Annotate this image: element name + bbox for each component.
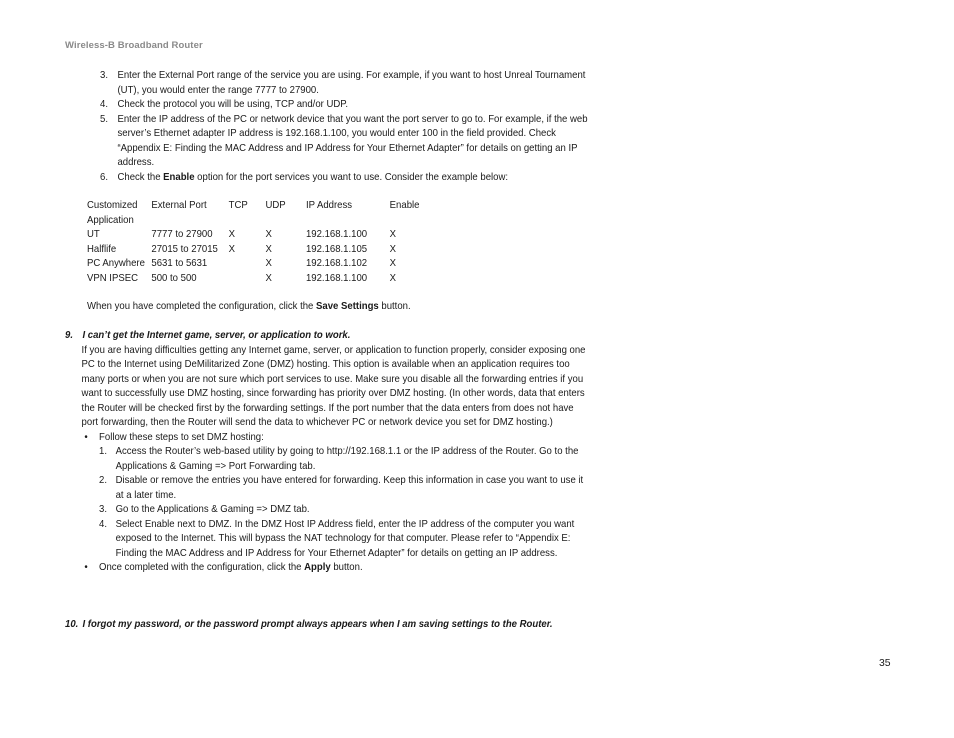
step-number: 6. xyxy=(100,171,108,183)
step-text: Enter the External Port range of the service you are using. For example, if you want to host Unreal Tournament (UT), you would enter the range 7777 to 27900. xyxy=(117,70,586,96)
faq-question xyxy=(65,618,589,633)
column-header: Enable xyxy=(389,200,420,211)
table-cell: 192.168.1.100 xyxy=(305,272,368,284)
table-row xyxy=(87,257,436,272)
column-header: External Port xyxy=(151,200,207,211)
list-item xyxy=(65,431,589,446)
dmz-step-4 xyxy=(65,518,589,562)
step-number: 4. xyxy=(99,518,108,530)
table-cell: X xyxy=(389,243,397,255)
column-header: Customized Application xyxy=(87,200,138,226)
note-text-post: button. xyxy=(378,301,411,312)
step-number: 5. xyxy=(100,113,108,125)
step-text: Check the protocol you will be using, TCP and/or UDP. xyxy=(117,99,349,110)
step-text: Disable or remove the entries you have entered for forwarding. Keep this information in case you want to use it at a later time. xyxy=(115,475,584,501)
faq-answer-paragraph: If you are having difficulties getting any Internet game, server, or application to function properly, consider exposing one PC to the Internet using DeMilitarized Zone (DMZ) hosting. This option is available when an application requires too many ports or when you are not sure which port services to use. Make sure you disable all the forwarding entries if you want to successfully use DMZ hosting, since forwarding has priority over DMZ hosting. (In other words, data that enters the Router will be checked first by the forwarding settings. If the port number that the data enters from does not have port forwarding, then the Router will send the data to whichever PC or network device you set for DMZ hosting.) xyxy=(81,344,586,428)
bullet-text: Follow these steps to set DMZ hosting: xyxy=(99,431,264,443)
step-3 xyxy=(100,69,588,98)
table-cell: 192.168.1.100 xyxy=(305,229,368,240)
table-cell: PC Anywhere xyxy=(87,258,145,269)
table-row xyxy=(87,243,436,258)
step-text-pre: Check the xyxy=(117,171,164,183)
step-text: Select Enable next to DMZ. In the DMZ Host IP Address field, enter the IP address of the computer you want exposed to the Internet. This will bypass the NAT technology for that computer. Please refer to “Appendix E: Finding the MAC Address and IP Address for Your Ethernet Adapter” for details on getting an IP address. xyxy=(115,518,575,559)
table-cell: X xyxy=(265,243,272,255)
running-header: Wireless-B Broadband Router xyxy=(65,40,203,51)
step-5 xyxy=(100,113,588,171)
step-number: 3. xyxy=(99,504,108,515)
column-header: TCP xyxy=(228,200,248,211)
table-row xyxy=(87,272,436,287)
table-cell: X xyxy=(265,272,272,284)
enable-term: Enable xyxy=(163,171,195,183)
question-title: I forgot my password, or the password prompt always appears when I am saving settings to the Router. xyxy=(82,619,553,630)
faq-question xyxy=(65,329,589,344)
bullet-text-pre: Once completed with the configuration, click the xyxy=(99,562,305,573)
step-number: 4. xyxy=(100,99,108,110)
question-number: 10. xyxy=(65,619,79,630)
step-text: Go to the Applications & Gaming => DMZ tab. xyxy=(115,504,310,515)
table-cell xyxy=(229,272,266,287)
table-cell: X xyxy=(389,229,397,240)
dmz-step-1 xyxy=(65,445,589,474)
faq-item-10 xyxy=(65,618,589,633)
table-cell: X xyxy=(265,258,272,269)
faq-item-9 xyxy=(65,329,589,576)
dmz-step-2 xyxy=(65,474,589,503)
table-cell: X xyxy=(228,243,236,255)
bullet-icon: • xyxy=(84,562,88,573)
column-header: IP Address xyxy=(305,200,353,211)
step-number: 1. xyxy=(99,446,108,457)
step-number: 2. xyxy=(99,475,108,486)
table-row xyxy=(87,228,436,243)
dmz-step-3 xyxy=(65,503,589,518)
bullet-text-post: button. xyxy=(330,562,363,573)
table-cell: X xyxy=(265,229,272,240)
step-6 xyxy=(100,171,588,186)
table-cell: X xyxy=(389,272,397,284)
table-cell: 7777 to 27900 xyxy=(151,229,213,240)
table-cell: 192.168.1.105 xyxy=(305,243,368,255)
step-text: Enter the IP address of the PC or network device that you want the port server to go to. For example, if the web server’s Ethernet adapter IP address is 192.168.1.100, you would enter 100 in the field provided. Check “Appendix E: Finding the MAC Address and IP Address for Your Ethernet Adapter” for details on getting an IP address. xyxy=(117,113,588,168)
table-cell: 192.168.1.102 xyxy=(305,258,368,269)
port-forwarding-steps xyxy=(100,69,588,185)
table-cell: UT xyxy=(87,229,100,240)
question-number: 9. xyxy=(65,330,73,341)
table-cell xyxy=(229,257,266,272)
step-text-post: option for the port services you want to use. Consider the example below: xyxy=(194,171,509,183)
question-title: I can’t get the Internet game, server, or application to work. xyxy=(82,330,351,341)
table-cell: Halflife xyxy=(87,243,117,255)
table-cell: X xyxy=(228,229,236,240)
table-header-row xyxy=(87,199,436,228)
save-settings-note xyxy=(87,300,411,315)
bullet-icon: • xyxy=(84,431,88,443)
table-cell: 5631 to 5631 xyxy=(151,258,208,269)
table-cell: 500 to 500 xyxy=(151,272,197,284)
save-settings-term: Save Settings xyxy=(316,301,379,312)
step-4 xyxy=(100,98,588,113)
table-cell: 27015 to 27015 xyxy=(151,243,218,255)
column-header: UDP xyxy=(265,200,286,211)
step-text: Access the Router’s web-based utility by going to http://192.168.1.1 or the IP address of the Router. Go to the Applications & Gaming => Port Forwarding tab. xyxy=(115,446,579,472)
port-example-table xyxy=(87,199,436,286)
note-text-pre: When you have completed the configuration, click the xyxy=(87,301,317,312)
apply-term: Apply xyxy=(304,562,331,573)
table-cell: X xyxy=(389,258,397,269)
step-number: 3. xyxy=(100,70,108,81)
table-cell: VPN IPSEC xyxy=(87,272,139,284)
page-number: 35 xyxy=(879,658,891,669)
list-item xyxy=(65,561,589,576)
